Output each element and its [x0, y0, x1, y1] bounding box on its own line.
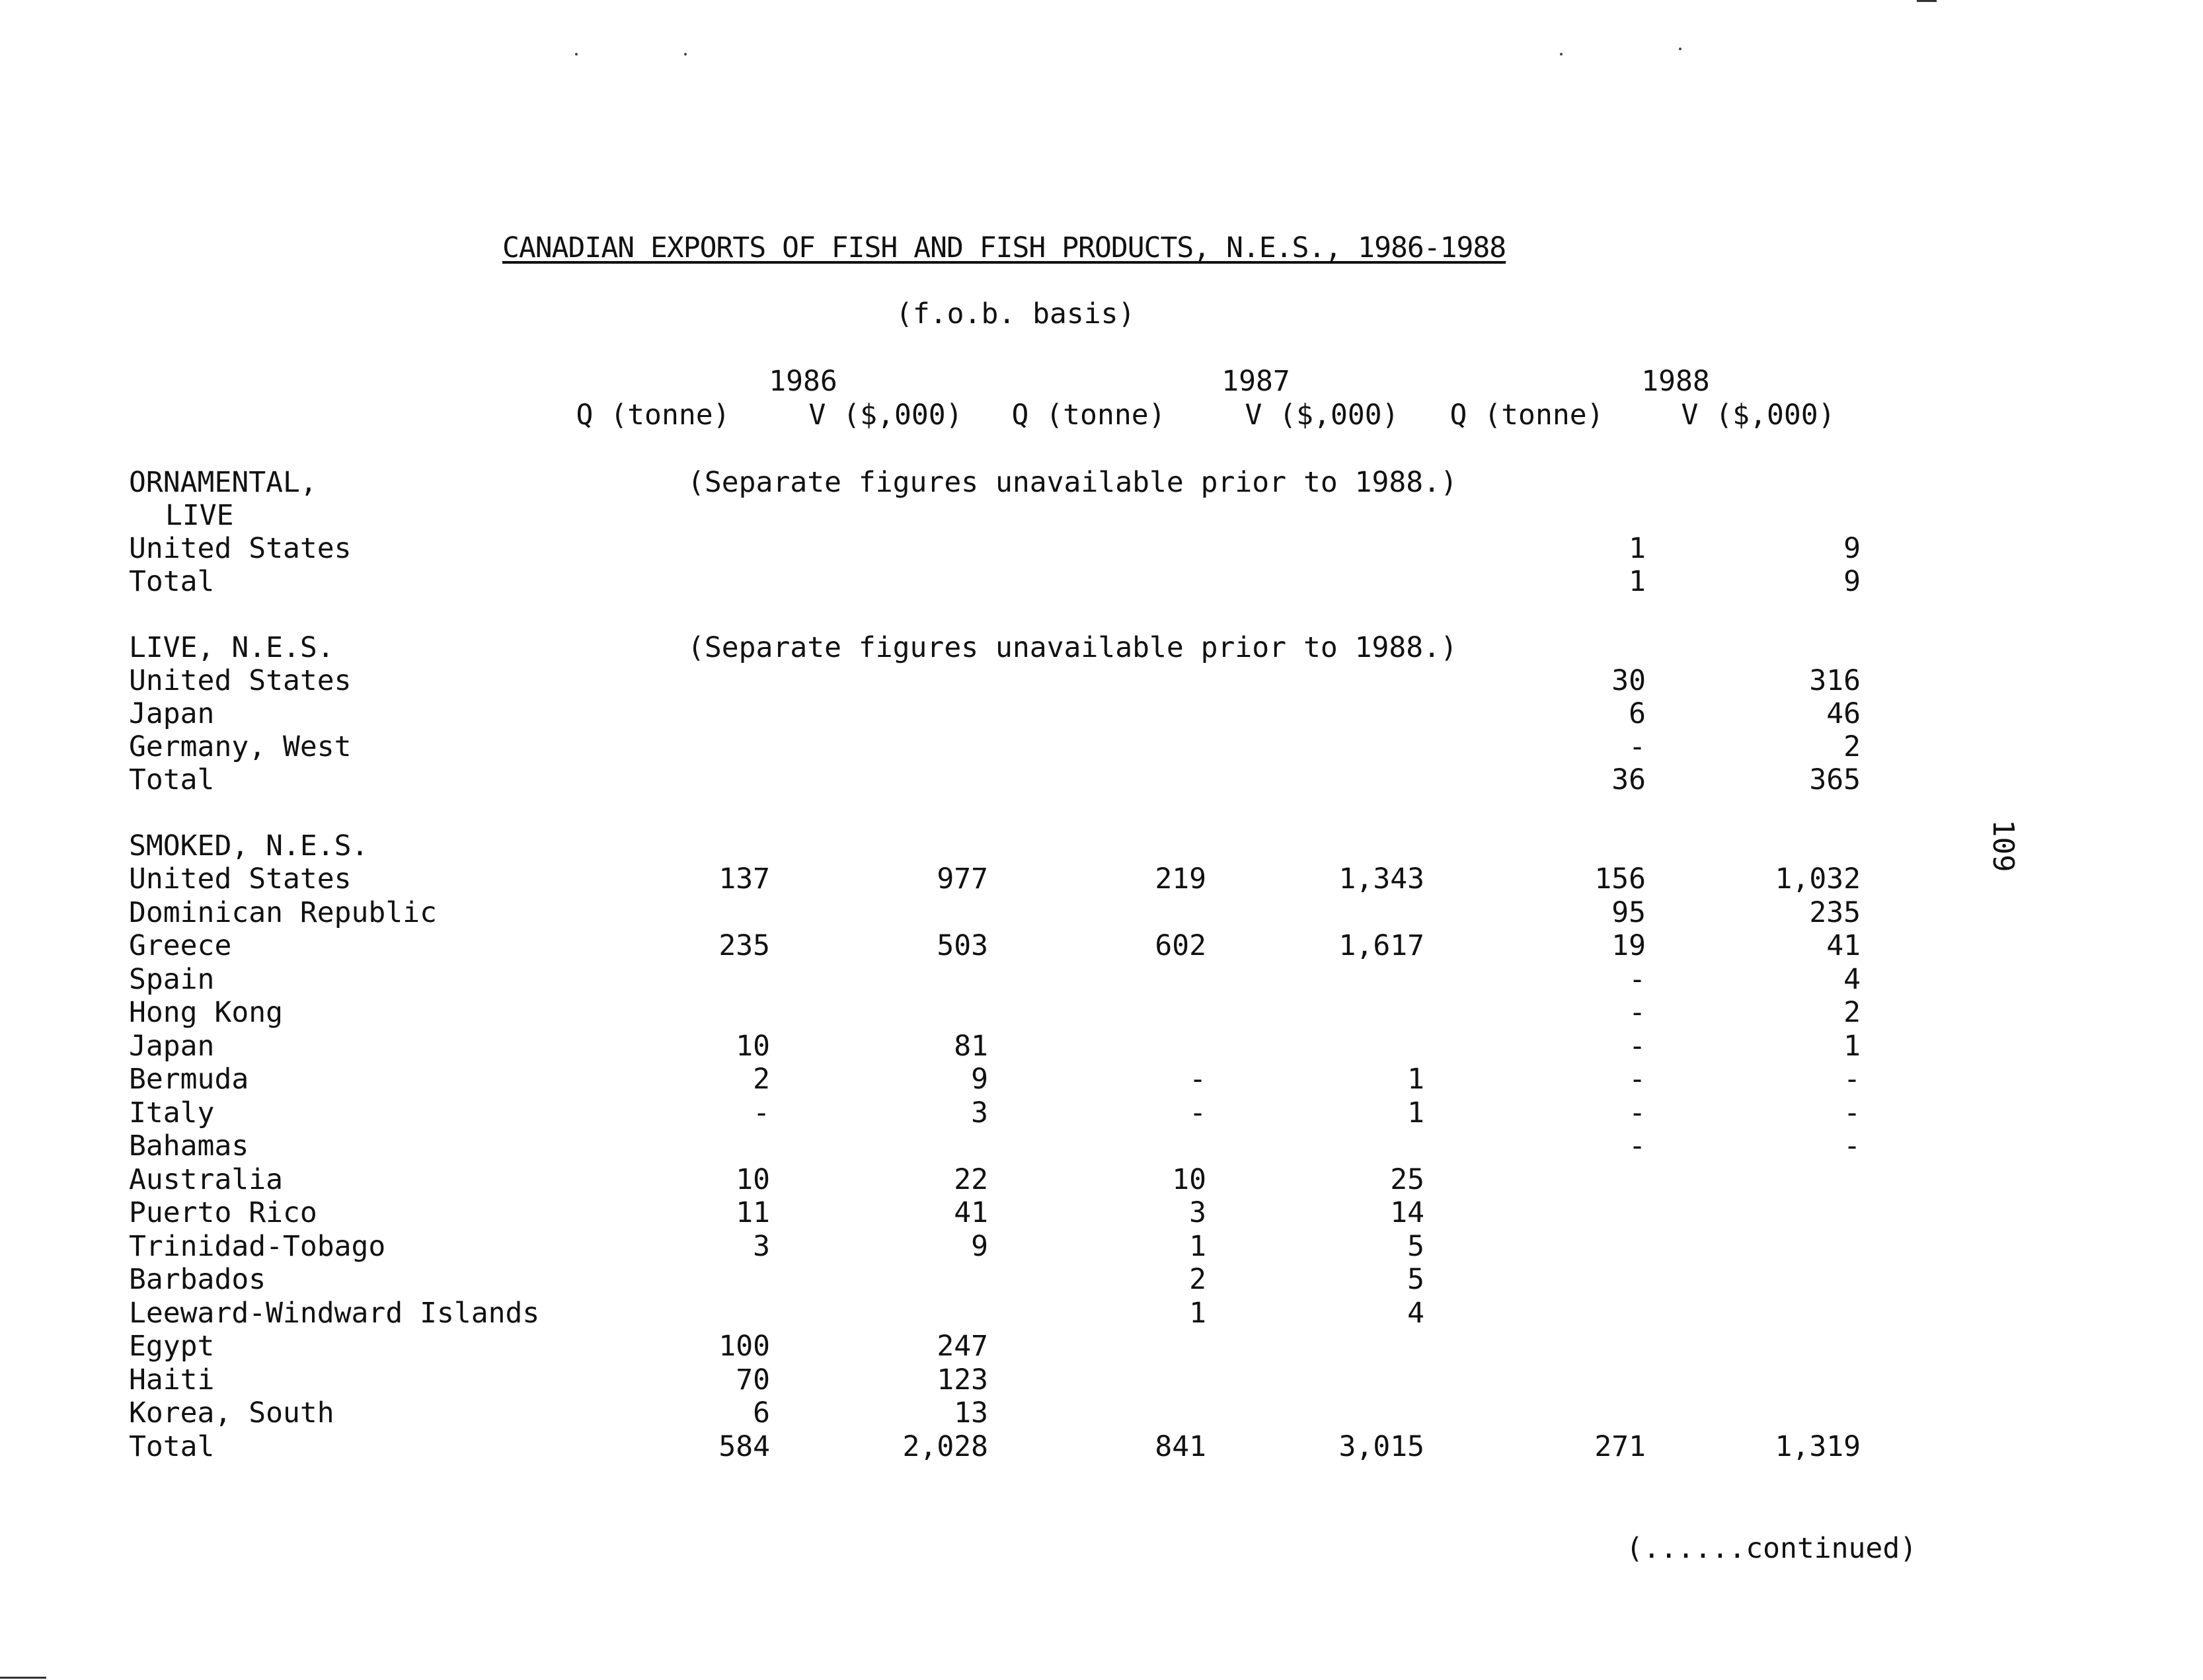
cell-v-1986: 3	[971, 1096, 988, 1129]
cell-q-1987: -	[1189, 1063, 1206, 1096]
column-header-q-1986: Q (tonne)	[576, 399, 730, 432]
cell-v-1988: 2	[1843, 996, 1861, 1029]
cell-v-1988: -	[1843, 1063, 1861, 1096]
cell-v-1988: 9	[1843, 565, 1861, 598]
cell-v-1987: 25	[1390, 1163, 1424, 1196]
continued-note: (......continued)	[1626, 1532, 1917, 1565]
row-label: Japan	[129, 697, 215, 730]
row-label-total: Total	[129, 1430, 215, 1463]
row-label: Haiti	[129, 1363, 215, 1396]
column-header-v-1988: V ($,000)	[1681, 399, 1836, 432]
row-label: United States	[129, 664, 352, 697]
year-header-1988: 1988	[1641, 365, 1710, 398]
section-heading-ornamental-line2: LIVE	[165, 499, 234, 532]
cell-v-1988: 41	[1826, 929, 1861, 962]
cell-v-1988: 235	[1809, 896, 1861, 929]
cell-q-1987: 219	[1155, 862, 1206, 896]
cell-v-1987: 5	[1407, 1230, 1424, 1263]
cell-q-1987: 10	[1172, 1163, 1206, 1196]
cell-q-1986: 10	[736, 1030, 770, 1063]
cell-v-1986: 503	[937, 929, 988, 962]
cell-v-1987: 14	[1390, 1196, 1424, 1229]
cell-q-1988: -	[1629, 730, 1646, 763]
row-label: United States	[129, 532, 352, 565]
cell-q-1986: 235	[718, 929, 770, 962]
cell-q-1986: 11	[736, 1196, 770, 1229]
cell-q-1988: 1	[1629, 565, 1646, 598]
cell-q-1988: 19	[1611, 929, 1646, 962]
row-label: Italy	[129, 1096, 215, 1129]
cell-q-1987: 1	[1189, 1297, 1206, 1330]
cell-q-1986: 100	[718, 1330, 770, 1363]
cell-v-1988: 1	[1843, 1030, 1861, 1063]
row-label: Spain	[129, 963, 215, 996]
cell-q-1988: 36	[1611, 763, 1646, 796]
cell-v-1987: 1,343	[1338, 862, 1424, 896]
cell-v-1986: 81	[954, 1030, 988, 1063]
row-label-total: Total	[129, 565, 215, 598]
cell-q-1988: -	[1629, 996, 1646, 1029]
cell-v-1987: 5	[1407, 1263, 1424, 1296]
cell-v-1986: 9	[971, 1063, 988, 1096]
scan-speck	[1560, 53, 1563, 56]
year-header-1987: 1987	[1221, 365, 1290, 398]
page-number: 109	[1986, 820, 2020, 872]
cell-v-1986: 41	[954, 1196, 988, 1229]
cell-v-1988: 46	[1826, 697, 1861, 730]
cell-q-1988: -	[1629, 1129, 1646, 1163]
cell-q-1987: 841	[1155, 1430, 1206, 1463]
cell-v-1987: 3,015	[1338, 1430, 1424, 1463]
cell-q-1988: 271	[1594, 1430, 1646, 1463]
row-label: Hong Kong	[129, 996, 283, 1029]
row-label: Leeward-Windward Islands	[129, 1297, 540, 1330]
row-label: Barbados	[129, 1263, 266, 1296]
cell-q-1987: 2	[1189, 1263, 1206, 1296]
cell-q-1986: -	[753, 1096, 770, 1129]
cell-q-1988: 95	[1611, 896, 1646, 929]
row-label: Egypt	[129, 1330, 215, 1363]
cell-v-1988: 4	[1843, 963, 1861, 996]
cell-q-1987: 3	[1189, 1196, 1206, 1229]
cell-q-1987: 602	[1155, 929, 1206, 962]
cell-q-1988: 1	[1629, 532, 1646, 565]
scan-speck	[684, 53, 687, 56]
column-header-v-1986: V ($,000)	[808, 399, 963, 432]
cell-q-1986: 10	[736, 1163, 770, 1196]
cell-v-1987: 1	[1407, 1063, 1424, 1096]
document-subtitle: (f.o.b. basis)	[896, 297, 1136, 330]
row-label: Japan	[129, 1030, 215, 1063]
cell-v-1988: 2	[1843, 730, 1861, 763]
scan-speck	[575, 53, 578, 56]
year-header-1986: 1986	[769, 365, 837, 398]
cell-q-1988: 6	[1629, 697, 1646, 730]
row-label: United States	[129, 862, 352, 896]
cell-v-1988: -	[1843, 1096, 1861, 1129]
cell-q-1987: -	[1189, 1096, 1206, 1129]
cell-q-1986: 3	[753, 1230, 770, 1263]
scan-speck	[1679, 48, 1681, 50]
cell-q-1988: -	[1629, 1030, 1646, 1063]
cell-q-1987: 1	[1189, 1230, 1206, 1263]
row-label-total: Total	[129, 763, 215, 796]
cell-v-1988: 9	[1843, 532, 1861, 565]
scan-mark	[0, 1677, 46, 1679]
section-heading-live: LIVE, N.E.S.	[129, 631, 334, 664]
cell-q-1988: 30	[1611, 664, 1646, 697]
row-label: Bahamas	[129, 1129, 249, 1163]
cell-v-1988: 1,032	[1775, 862, 1861, 896]
cell-v-1986: 9	[971, 1230, 988, 1263]
cell-q-1988: 156	[1594, 862, 1646, 896]
cell-q-1988: -	[1629, 963, 1646, 996]
scan-mark	[1917, 0, 1937, 2]
row-label: Trinidad-Tobago	[129, 1230, 386, 1263]
cell-q-1988: -	[1629, 1096, 1646, 1129]
cell-q-1986: 2	[753, 1063, 770, 1096]
cell-v-1986: 123	[937, 1363, 988, 1396]
cell-v-1988: -	[1843, 1129, 1861, 1163]
row-label: Puerto Rico	[129, 1196, 317, 1229]
cell-v-1988: 365	[1809, 763, 1861, 796]
cell-q-1986: 6	[753, 1396, 770, 1430]
cell-v-1986: 247	[937, 1330, 988, 1363]
cell-q-1986: 137	[718, 862, 770, 896]
cell-v-1986: 977	[937, 862, 988, 896]
section-note-live: (Separate figures unavailable prior to 1988.)	[687, 631, 1457, 664]
cell-v-1988: 1,319	[1775, 1430, 1861, 1463]
cell-v-1986: 13	[954, 1396, 988, 1430]
column-header-v-1987: V ($,000)	[1245, 399, 1399, 432]
section-note-ornamental: (Separate figures unavailable prior to 1988.)	[687, 466, 1457, 499]
cell-v-1987: 1	[1407, 1096, 1424, 1129]
cell-v-1988: 316	[1809, 664, 1861, 697]
cell-v-1987: 1,617	[1338, 929, 1424, 962]
row-label: Australia	[129, 1163, 283, 1196]
cell-v-1986: 22	[954, 1163, 988, 1196]
cell-q-1986: 584	[718, 1430, 770, 1463]
cell-q-1988: -	[1629, 1063, 1646, 1096]
row-label: Germany, West	[129, 730, 352, 763]
column-header-q-1988: Q (tonne)	[1449, 399, 1604, 432]
cell-v-1986: 2,028	[902, 1430, 988, 1463]
column-header-q-1987: Q (tonne)	[1011, 399, 1166, 432]
document-title: CANADIAN EXPORTS OF FISH AND FISH PRODUCTS, N.E.S., 1986-1988	[502, 231, 1506, 264]
row-label: Korea, South	[129, 1396, 334, 1430]
section-heading-smoked: SMOKED, N.E.S.	[129, 829, 369, 862]
cell-v-1987: 4	[1407, 1297, 1424, 1330]
section-heading-ornamental: ORNAMENTAL,	[129, 466, 317, 499]
row-label: Bermuda	[129, 1063, 249, 1096]
row-label: Greece	[129, 929, 232, 962]
row-label: Dominican Republic	[129, 896, 437, 929]
cell-q-1986: 70	[736, 1363, 770, 1396]
